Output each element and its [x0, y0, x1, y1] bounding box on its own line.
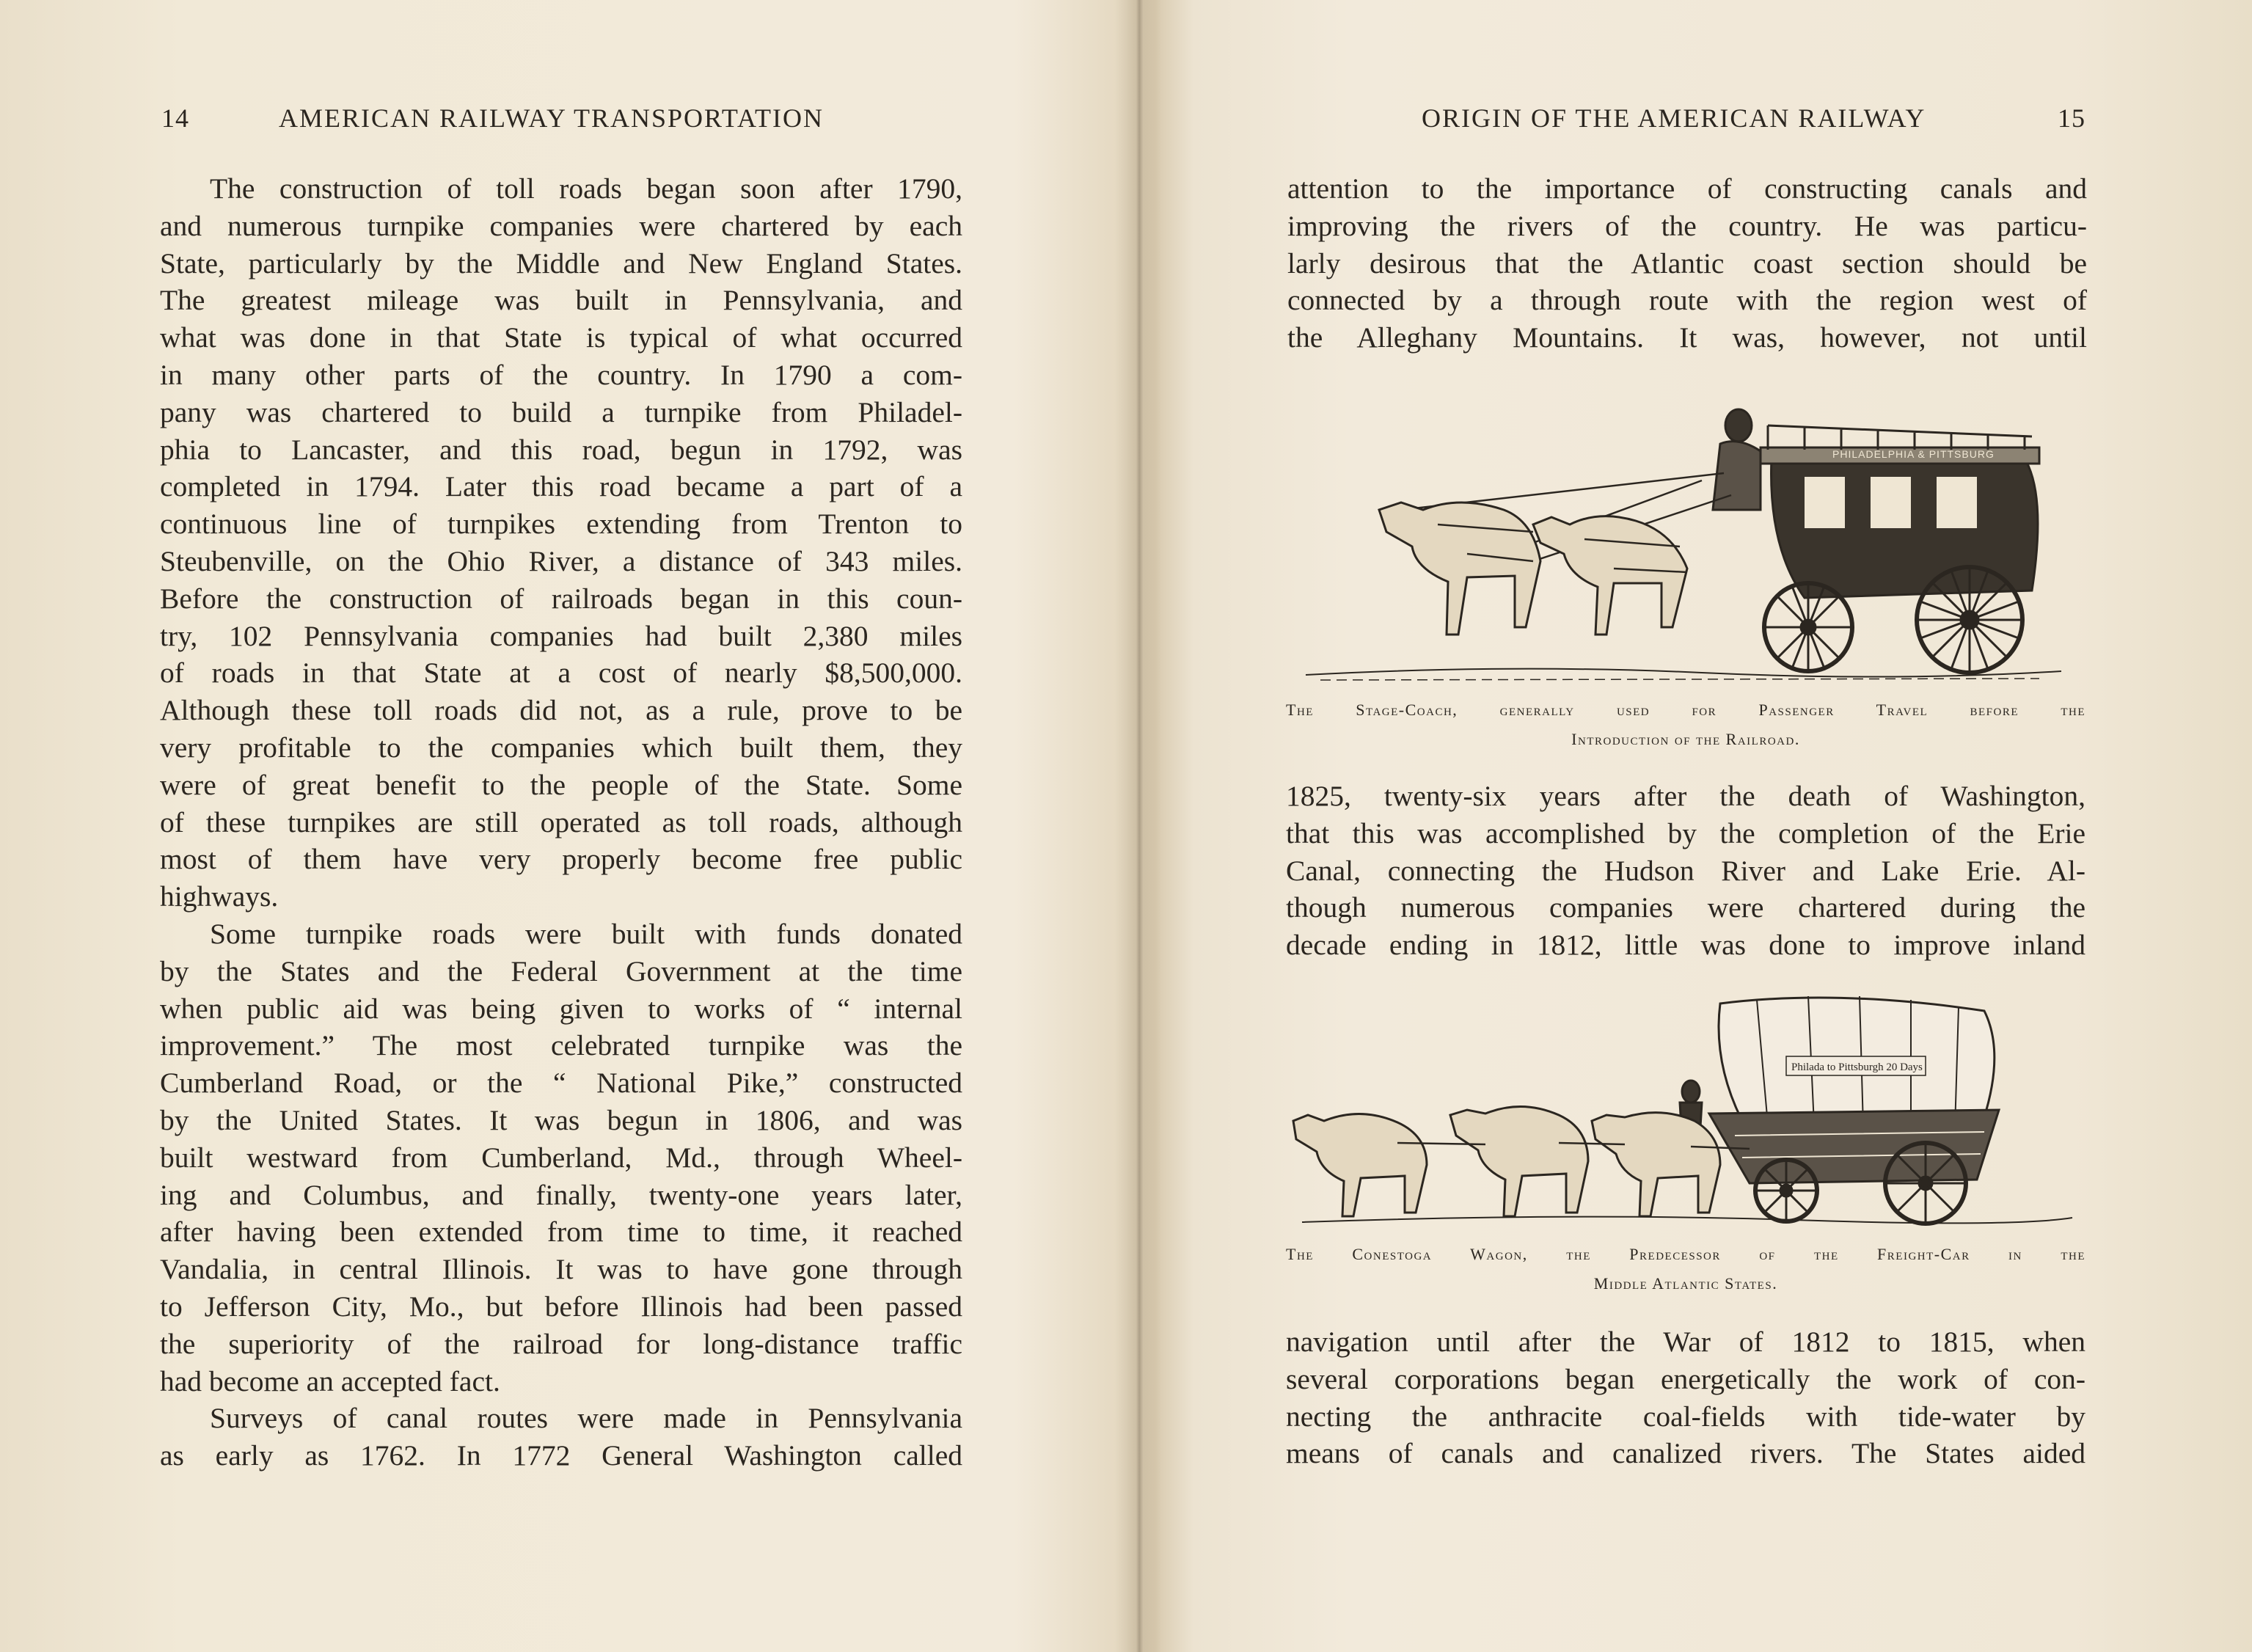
text-line: what was done in that State is typical of what occurred [160, 321, 962, 354]
text-line: were of great benefit to the people of the State. Some [160, 768, 962, 801]
text-line: Although these toll roads did not, as a rule, prove to be [160, 694, 962, 727]
text-line: the superiority of the railroad for long-distance traffic [160, 1327, 962, 1360]
stage-coach-illustration [1291, 385, 2069, 686]
text-line: The construction of toll roads began soon after 1790, [210, 172, 962, 205]
text-line: State, particularly by the Middle and New England States. [160, 246, 962, 279]
text-line: by the States and the Federal Government at the time [160, 954, 962, 987]
caption-line: Middle Atlantic States. [1593, 1274, 1778, 1293]
right-page-number: 15 [2058, 103, 2085, 133]
text-line: to Jefferson City, Mo., but before Illinois had been passed [160, 1290, 962, 1323]
text-line: though numerous companies were chartered during the [1286, 891, 2085, 924]
caption-line: The Conestoga Wagon, the Predecessor of the Freight-Car in the [1286, 1245, 2085, 1263]
coach-sign: PHILADELPHIA & PITTSBURG [1832, 448, 1995, 460]
left-body-text [160, 170, 962, 1474]
text-line: ing and Columbus, and finally, twenty-one years later, [160, 1178, 962, 1211]
text-line: several corporations began energetically the work of con- [1286, 1362, 2085, 1395]
text-line: try, 102 Pennsylvania companies had built 2,380 miles [160, 619, 962, 652]
conestoga-wagon-caption [1286, 1240, 2085, 1298]
text-line: very profitable to the companies which built them, they [160, 731, 962, 764]
text-line: Canal, connecting the Hudson River and Lake Erie. Al- [1286, 854, 2085, 887]
text-line: highways. [160, 880, 279, 913]
text-line: as early as 1762. In 1772 General Washington called [160, 1439, 962, 1472]
conestoga-wagon-engraving [1280, 989, 2080, 1231]
right-page [1155, 0, 2252, 1652]
text-line: phia to Lancaster, and this road, begun in 1792, was [160, 433, 962, 466]
right-body-text-top [1287, 170, 2087, 357]
text-line: necting the anthracite coal-fields with tide-water by [1286, 1400, 2085, 1433]
text-line: in many other parts of the country. In 1790 a com- [160, 358, 962, 391]
left-page-number: 14 [161, 103, 189, 133]
stage-coach-engraving [1291, 385, 2069, 686]
text-line: Surveys of canal routes were made in Pennsylvania [210, 1402, 962, 1435]
text-line: after having been extended from time to time, it reached [160, 1216, 962, 1249]
text-line: Cumberland Road, or the “ National Pike,” constructed [160, 1067, 962, 1100]
right-running-title: ORIGIN OF THE AMERICAN RAILWAY [1422, 103, 1926, 133]
text-line: of roads in that State at a cost of nearly $8,500,000. [160, 657, 962, 690]
text-line: means of canals and canalized rivers. The States aided [1286, 1437, 2085, 1470]
wagon-sign: Philada to Pittsburgh 20 Days [1791, 1061, 1923, 1073]
text-line: pany was chartered to build a turnpike from Philadel- [160, 395, 962, 428]
caption-line: Introduction of the Railroad. [1571, 730, 1800, 748]
left-running-title: AMERICAN RAILWAY TRANSPORTATION [279, 103, 824, 133]
text-line: most of them have very properly become free public [160, 843, 962, 876]
text-line: improvement.” The most celebrated turnpike was the [160, 1029, 962, 1062]
text-line: The greatest mileage was built in Pennsylvania, and [160, 284, 962, 317]
text-line: completed in 1794. Later this road became a part of a [160, 470, 962, 503]
text-line: when public aid was being given to works of “ internal [160, 992, 962, 1025]
text-line: continuous line of turnpikes extending from Trenton to [160, 508, 962, 541]
text-line: decade ending in 1812, little was done to improve inland [1286, 929, 2085, 962]
stage-coach-caption [1286, 695, 2085, 754]
text-line: Some turnpike roads were built with funds donated [210, 917, 962, 950]
right-body-text-bottom [1286, 1323, 2085, 1472]
text-line: attention to the importance of constructing canals and [1287, 172, 2087, 205]
text-line: had become an accepted fact. [160, 1364, 500, 1397]
left-page [0, 0, 1122, 1652]
text-line: Steubenville, on the Ohio River, a distance of 343 miles. [160, 544, 962, 577]
text-line: of these turnpikes are still operated as toll roads, although [160, 805, 962, 838]
text-line: by the United States. It was begun in 1806, and was [160, 1103, 962, 1136]
conestoga-wagon-illustration [1280, 989, 2080, 1231]
text-line: Vandalia, in central Illinois. It was to have gone through [160, 1253, 962, 1286]
text-line: Before the construction of railroads began in this coun- [160, 582, 962, 615]
text-line: and numerous turnpike companies were chartered by each [160, 209, 962, 242]
text-line: 1825, twenty-six years after the death of Washington, [1286, 780, 2085, 812]
text-line: improving the rivers of the country. He was particu- [1287, 209, 2087, 242]
text-line: navigation until after the War of 1812 to 1815, when [1286, 1326, 2085, 1358]
right-body-text-middle [1286, 778, 2085, 964]
text-line: larly desirous that the Atlantic coast section should be [1287, 246, 2087, 279]
text-line: built westward from Cumberland, Md., through Wheel- [160, 1141, 962, 1174]
text-line: connected by a through route with the region west of [1287, 284, 2087, 317]
text-line: the Alleghany Mountains. It was, however, not until [1287, 321, 2087, 354]
text-line: that this was accomplished by the completion of the Erie [1286, 816, 2085, 849]
caption-line: The Stage-Coach, generally used for Passenger Travel before the [1286, 701, 2085, 719]
